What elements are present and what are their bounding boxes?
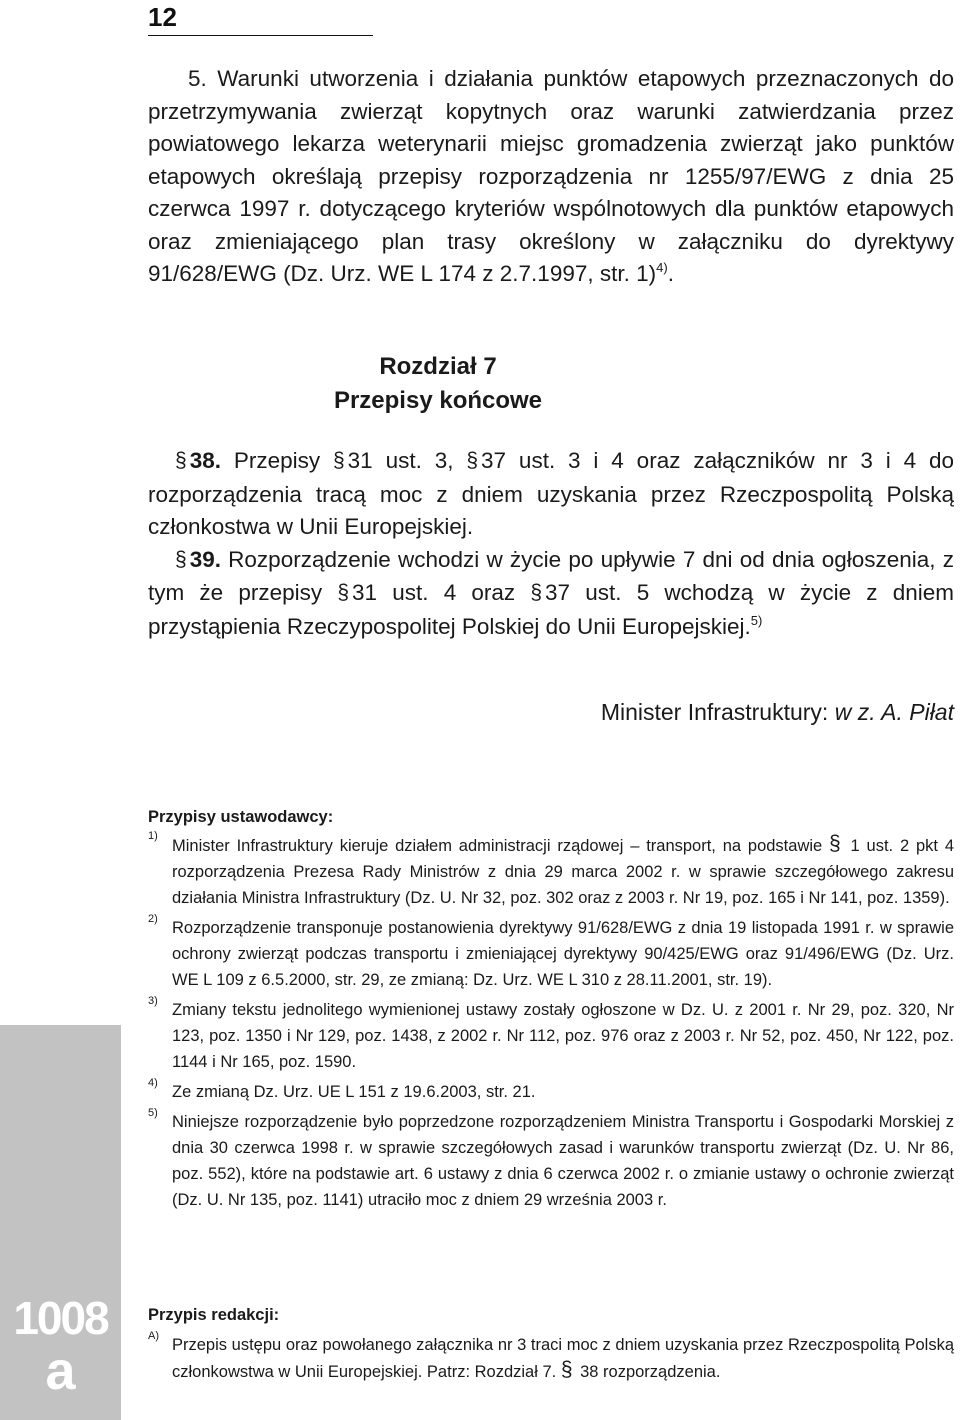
footnote-mark: A): [148, 1330, 159, 1342]
footnote-5: [148, 1109, 954, 1213]
section-sign: §: [337, 581, 350, 604]
footnote-1: [148, 832, 954, 911]
section-sign: §: [560, 1358, 573, 1381]
section-sign: §: [332, 449, 345, 472]
footnote-mark: 5): [148, 1107, 158, 1119]
section-sign: §: [175, 449, 187, 472]
signature: [601, 699, 954, 726]
signature-name: w z. A. Piłat: [834, 699, 954, 725]
footnote-ref-5[interactable]: 5): [750, 612, 763, 628]
section-39-text-b: 31 ust. 4 oraz: [352, 580, 531, 605]
footnote-mark: 1): [148, 830, 158, 842]
section-39-text-c: 37 ust. 5 wchodzą w życie z dniem przystąpienia Rzeczypospolitej Polskiej do Unii Europejskiej.: [148, 580, 954, 639]
legislator-footnotes-heading: Przypisy ustawodawcy:: [148, 808, 334, 826]
footnote-mark: 3): [148, 995, 158, 1007]
footnote-text: Ze zmianą Dz. Urz. UE L 151 z 19.6.2003, str. 21.: [172, 1083, 536, 1101]
side-tab: [0, 1025, 121, 1420]
footnote-text: Minister Infrastruktury kieruje działem administracji rządowej – transport, na podstawie: [172, 837, 830, 855]
section-sign: §: [466, 449, 479, 472]
footnote-ref-4[interactable]: 4): [656, 260, 668, 275]
section-38-text-c: 37 ust. 3 i 4 oraz załączników nr 3 i 4 do rozporządzenia tracą moc z dniem uzyskania przez Rzeczpospolitą Polską członkostwa w Unii Europejskiej.: [148, 448, 955, 539]
item-5-text: 5. Warunki utworzenia i działania punktów etapowych przeznaczonych do przetrzymywania zwierząt kopytnych oraz warunki zatwierdzania przez powiatowego lekarza weterynarii miejsc gromadzenia zwierząt jako punktów etapowych określają przepisy rozporządzenia nr 1255/97/EWG z dnia 25 czerwca 1997 r. dotyczącego kryteriów wspólnotowych dla punktów etapowych oraz zmieniającego plan trasy określony w załączniku do dyrektywy 91/628/EWG (Dz. Urz. WE L 174 z 2.7.1997, str. 1): [148, 66, 954, 286]
page-number: 12: [148, 2, 177, 32]
footnote-mark: 2): [148, 913, 158, 925]
section-39: [148, 544, 954, 644]
section-38-number: 38.: [189, 448, 221, 473]
editorial-footnotes-heading: Przypis redakcji:: [148, 1306, 280, 1324]
editorial-footnotes-list: [148, 1332, 954, 1385]
footnote-text: 38 rozporządzenia.: [575, 1363, 721, 1381]
footnote-mark: 4): [148, 1077, 158, 1089]
side-tab-number: 1008: [13, 1292, 108, 1344]
footnote-text: Zmiany tekstu jednolitego wymienionej ustawy zostały ogłoszone w Dz. U. z 2001 r. Nr 29, poz. 320, Nr 123, poz. 1350 i Nr 129, poz. 1438, z 2002 r. Nr 112, poz. 976 oraz z 2003 r. Nr 52, poz. 450, Nr 122, poz. 1144 i Nr 165, poz. 1590.: [172, 1001, 954, 1071]
item-5-end: .: [667, 261, 674, 286]
footnote-text: Niniejsze rozporządzenie było poprzedzone rozporządzeniem Ministra Transportu i Gospodarki Morskiej z dnia 30 czerwca 1998 r. w sprawie szczegółowych zasad i warunków transportu zwierząt (Dz. U. Nr 86, poz. 552), które na podstawie art. 6 ustawy z dnia 6 czerwca 2002 r. o zmianie ustawy o ochronie zwierząt (Dz. U. Nr 135, poz. 1141) utraciło moc z dniem 29 września 2003 r.: [172, 1113, 954, 1209]
legislator-footnotes-list: [148, 832, 954, 1213]
chapter-number: Rozdział 7: [379, 353, 497, 380]
section-38-text-a: Przepisy: [220, 448, 333, 473]
footnote-3: [148, 997, 954, 1075]
section-39-number: 39.: [189, 546, 221, 572]
signature-title: Minister Infrastruktury:: [600, 699, 835, 725]
section-sign: §: [530, 581, 543, 604]
footnote-text: Przepis ustępu oraz powołanego załącznika nr 3 traci moc z dniem uzyskania przez Rzeczpospolitą Polską członkowstwa w Unii Europejskiej. Patrz: Rozdział 7.: [172, 1336, 954, 1381]
section-sign: §: [829, 832, 841, 855]
footnote-text: Rozporządzenie transponuje postanowienia dyrektywy 91/628/EWG z dnia 19 listopada 1991 r. w sprawie ochrony zwierząt podczas transportu i zmieniającej dyrektywy 90/425/EWG oraz 91/496/EWG (Dz. Urz. WE L 109 z 6.5.2000, str. 29, ze zmianą: Dz. Urz. WE L 310 z 28.11.2001, str. 19).: [172, 919, 954, 989]
section-38: [148, 445, 954, 544]
item-5-paragraph: [148, 63, 954, 291]
section-38-text-b: 31 ust. 3,: [347, 448, 467, 473]
footnote-2: [148, 915, 954, 993]
footnote-a: [148, 1332, 954, 1385]
section-sign: §: [175, 547, 187, 571]
sections-block: [148, 445, 954, 643]
header-rule: [148, 35, 373, 36]
side-tab-letter: a: [45, 1341, 76, 1401]
section-39-text-a: Rozporządzenie wchodzi w życie po upływie 7 dni od dnia ogłoszenia, z tym że przepisy: [148, 546, 954, 605]
footnote-4: [148, 1079, 954, 1105]
footnote-text: 1 ust. 2 pkt 4 rozporządzenia Prezesa Rady Ministrów z dnia 29 marca 2002 r. w sprawie szczegółowego zakresu działania Ministra Infrastruktury (Dz. U. Nr 32, poz. 302 oraz z 2003 r. Nr 19, poz. 165 i Nr 141, poz. 1359).: [172, 837, 954, 907]
chapter-title: Przepisy końcowe: [333, 387, 543, 414]
